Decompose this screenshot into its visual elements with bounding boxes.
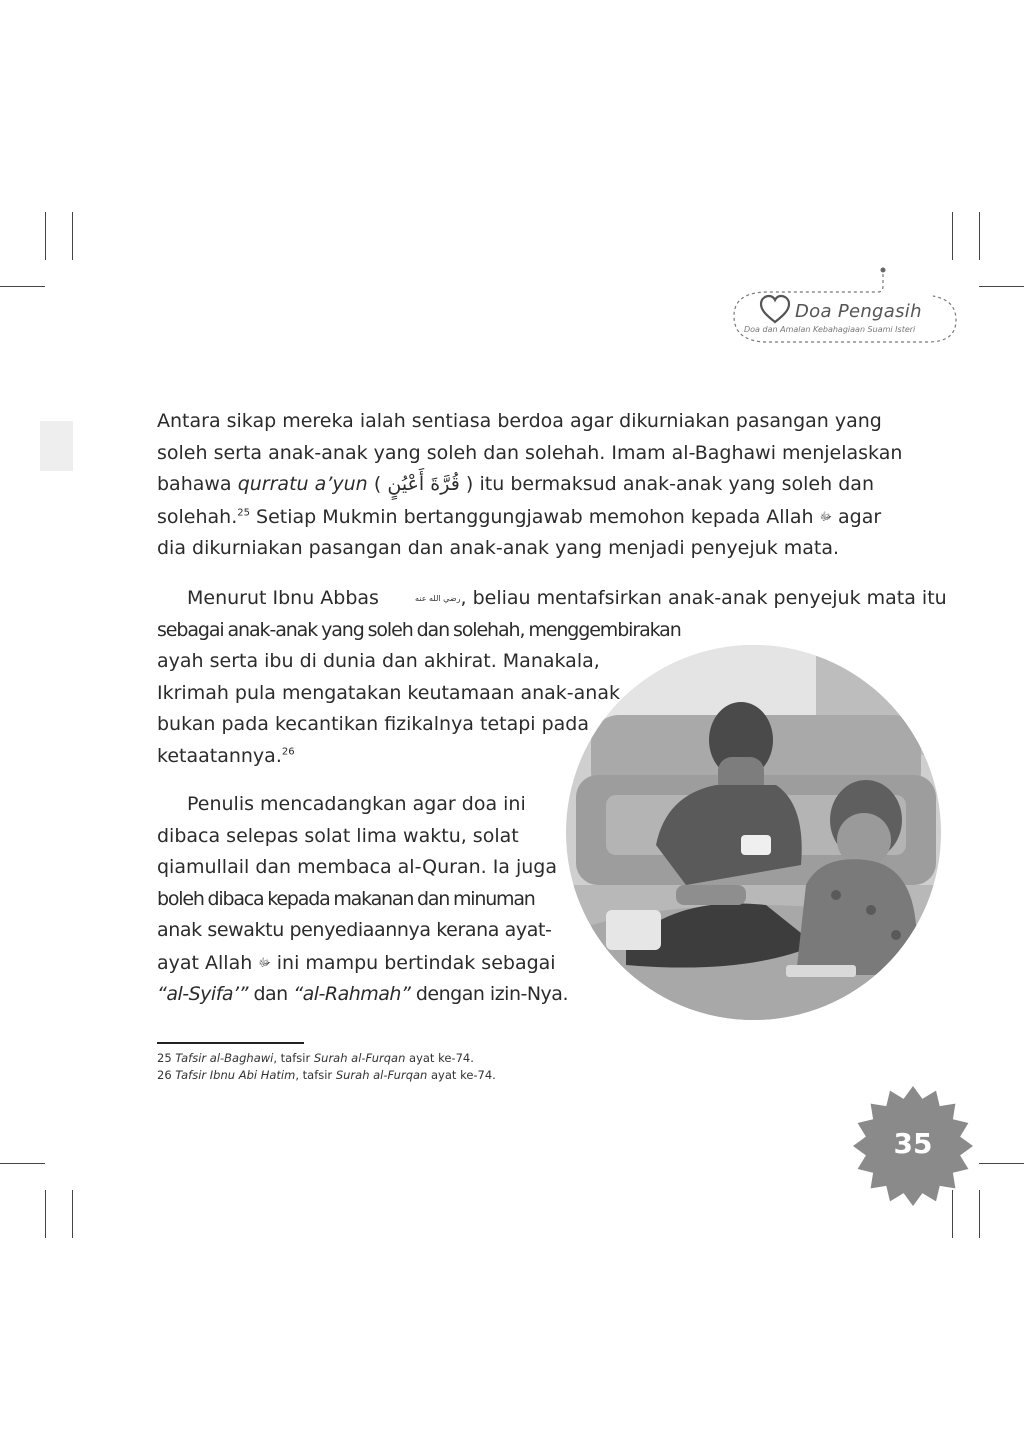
text-line: anak sewaktu penyediaannya kerana ayat- (157, 919, 552, 941)
text-line: qiamullail dan membaca al-Quran. Ia juga (157, 856, 558, 878)
text-line: soleh serta anak-anak yang soleh dan solehah. Imam al-Baghawi menjelaskan (157, 441, 903, 464)
text-line: sebagai anak-anak yang soleh dan solehah, menggembirakan (157, 618, 681, 641)
footnote-rule (157, 1042, 304, 1044)
text-line: ayat Allah ﷻ ini mampu bertindak sebagai (157, 947, 579, 980)
text-line: dia dikurniakan pasangan dan anak-anak yang menjadi penyejuk mata. (157, 537, 840, 559)
text-line: bukan pada kecantikan fizikalnya tetapi pada (157, 713, 590, 735)
text-line: Menurut Ibnu Abbas رضي الله عنه, beliau mentafsirkan anak-anak penyejuk mata itu (157, 583, 874, 615)
text-line: bahawa qurratu a’yun ( قُرَّةَ أَعْيُنٍ ) itu bermaksud anak-anak yang soleh dan (157, 473, 874, 495)
crop-mark (979, 1163, 1024, 1164)
father-and-child-photo (566, 645, 941, 1020)
honorific-glyph: رضي الله عنه (415, 594, 461, 603)
honorific-glyph: ﷻ (258, 955, 271, 969)
footnote-ref: 25 (237, 507, 250, 519)
crop-mark (45, 212, 46, 260)
text-line: Antara sikap mereka ialah sentiasa berdoa agar dikurniakan pasangan yang (157, 410, 882, 432)
page-number: 35 (893, 1127, 933, 1160)
arabic-phrase: ( قُرَّةَ أَعْيُنٍ ) (373, 473, 474, 495)
italic-term: “al-Syifa’” (157, 983, 248, 1005)
crop-mark (0, 286, 45, 287)
crop-mark (72, 212, 73, 260)
text-line: ketaatannya.$^{26}$ (157, 744, 295, 767)
text-line: Ikrimah pula mengatakan keutamaan anak-anak (157, 681, 620, 704)
text-line: ayah serta ibu di dunia dan akhirat. Manakala, (157, 650, 600, 672)
italic-term: qurratu a’yun (237, 473, 368, 495)
running-header (728, 264, 963, 354)
heart-icon (761, 296, 789, 322)
footnote-item: 25 Tafsir al-Baghawi, tafsir Surah al-Furqan ayat ke-74. (157, 1051, 474, 1065)
crop-mark (45, 1190, 46, 1238)
text-line: Penulis mencadangkan agar doa ini (187, 793, 526, 815)
crop-mark (979, 212, 980, 260)
italic-term: “al-Rahmah” (293, 983, 411, 1005)
crop-mark (0, 1163, 45, 1164)
header-title: Doa Pengasih (795, 301, 922, 322)
footnote-item: 26 Tafsir Ibnu Abi Hatim, tafsir Surah al-Furqan ayat ke-74. (157, 1068, 496, 1082)
text-line: “al-Syifa’” dan “al-Rahmah” dengan izin-Nya. (157, 983, 568, 1005)
page-number-badge (852, 1085, 974, 1207)
crop-mark (979, 1190, 980, 1238)
crop-mark (72, 1190, 73, 1238)
text-line: dibaca selepas solat lima waktu, solat (157, 824, 519, 847)
crop-mark (952, 212, 953, 260)
honorific-glyph: ﷻ (819, 509, 832, 523)
paragraph-3 (157, 789, 579, 1011)
footnotes (157, 1050, 496, 1084)
side-tab (40, 421, 73, 471)
header-subtitle: Doa dan Amalan Kebahagiaan Suami Isteri (744, 325, 916, 334)
paragraph-1 (157, 406, 903, 565)
crop-mark (979, 286, 1024, 287)
text-line: solehah.$^{25}$ Setiap Mukmin bertanggungjawab memohon kepada Allah ﷻ agar (157, 501, 874, 534)
footnote-ref: 26 (281, 746, 295, 758)
text-line: boleh dibaca kepada makanan dan minuman (157, 887, 535, 910)
